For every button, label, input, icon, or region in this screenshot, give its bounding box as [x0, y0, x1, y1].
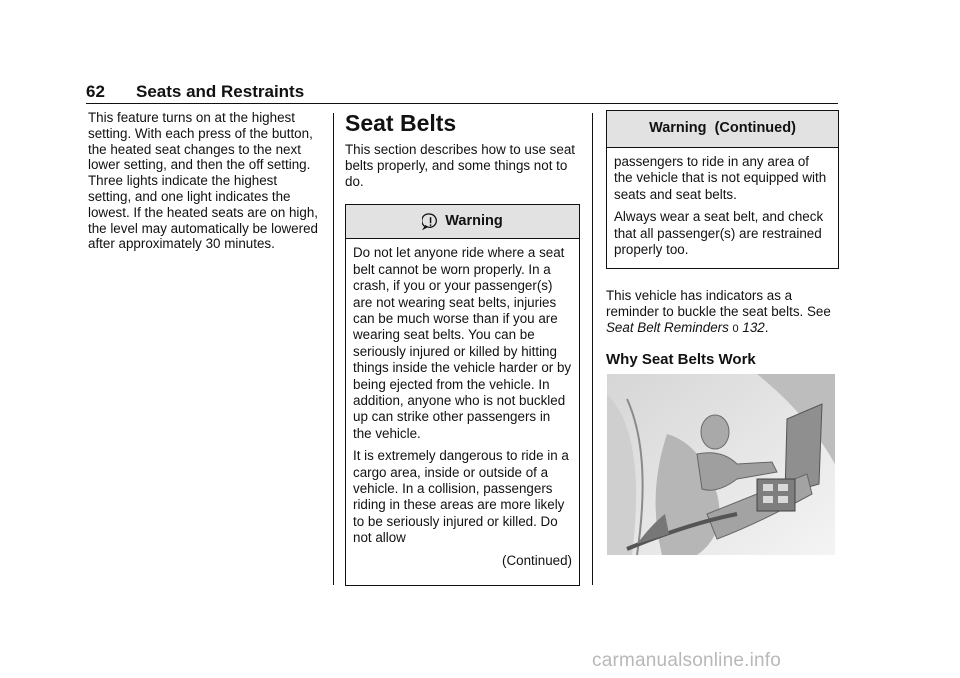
indicator-text: This vehicle has indicators as a reminder to buckle the seat belts. See — [606, 288, 831, 320]
column-divider-right — [592, 113, 593, 585]
heated-seat-paragraph: This feature turns on at the highest setting. With each press of the button, the heated seat changes to the next lower setting, and then the off setting. Three lights indicate the highest setting, and one light indicates the lowest. If the heated seats are on high, the level may automatically be lowered after approximately 30 minutes. — [88, 110, 319, 252]
warning-paragraph-1: Do not let anyone ride where a seat belt cannot be worn properly. In a crash, if you or your passenger(s) are not wearing seat belts, injuries can be much worse than if you are wearing seat belts. You can be seriously injured or killed by hitting things inside the vehicle harder or by being ejected from the vehicle. In addition, anyone who is not buckled up can strike other passengers in the vehicle. — [353, 245, 572, 441]
period: . — [764, 320, 769, 336]
warning-continued-body — [607, 148, 838, 268]
page-ref-arrow: 0 — [732, 323, 739, 336]
crash-dummy-illustration — [607, 374, 835, 555]
seat-belts-title: Seat Belts — [345, 110, 457, 136]
warning-body — [346, 239, 579, 579]
column-2 — [345, 110, 580, 586]
crash-dummy-icon — [607, 374, 835, 555]
why-seat-belts-work-heading: Why Seat Belts Work — [606, 350, 756, 368]
warning-continued-box — [606, 110, 839, 269]
page-ref-number: 132 — [742, 320, 765, 336]
warning-continued-header — [607, 111, 838, 148]
warning-continued-paragraph-2: Always wear a seat belt, and check that all passenger(s) are restrained properly too. — [614, 209, 824, 258]
seat-belt-indicator-paragraph — [606, 288, 839, 337]
column-divider-left — [333, 113, 334, 585]
warning-icon — [422, 213, 439, 230]
page-number: 62 — [86, 82, 105, 101]
warning-continued-label: Warning (Continued) — [649, 120, 796, 137]
continued-label: (Continued) — [502, 552, 572, 568]
warning-label: Warning — [445, 212, 503, 229]
column-3 — [606, 110, 839, 368]
warning-header — [346, 205, 579, 239]
warning-paragraph-2: It is extremely dangerous to ride in a cargo area, inside or outside of a vehicle. In a collision, passengers riding in these areas are more likely to be seriously injured or killed. Do not allow — [353, 448, 569, 546]
warning-box — [345, 204, 580, 586]
watermark: carmanualsonline.info — [592, 650, 782, 671]
header-rule — [86, 103, 838, 104]
warning-continued-paragraph-1: passengers to ride in any area of the vehicle that is not equipped with seats and seat belts. — [614, 154, 827, 202]
page-header — [86, 82, 838, 104]
column-1 — [88, 110, 320, 252]
seat-belt-reminders-link[interactable]: Seat Belt Reminders — [606, 320, 729, 336]
section-title: Seats and Restraints — [136, 82, 305, 101]
seat-belts-intro: This section describes how to use seat belts properly, and some things not to do. — [345, 142, 575, 189]
